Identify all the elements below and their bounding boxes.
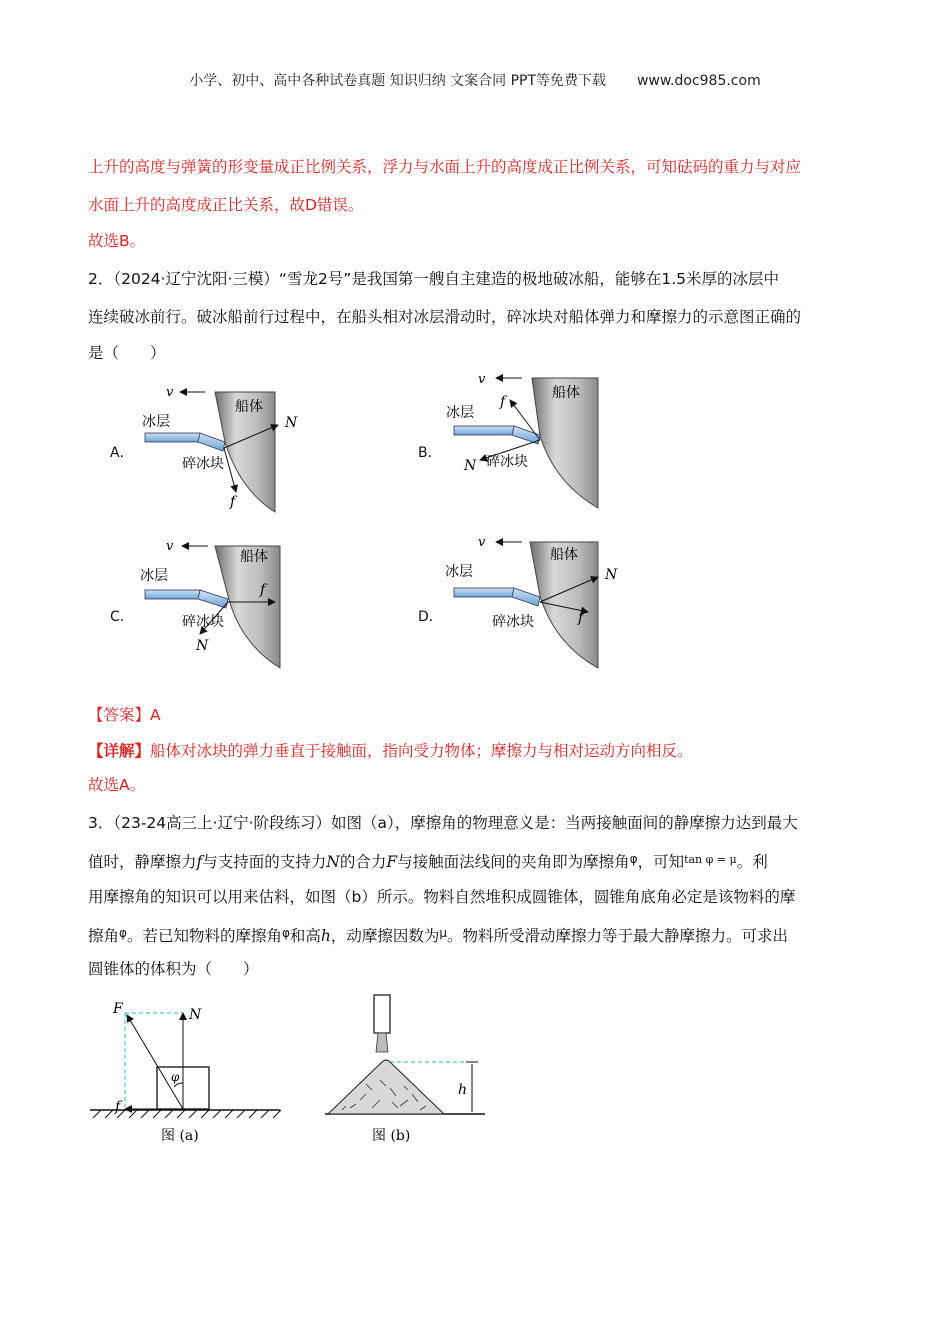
v-label: v [166,385,174,400]
q3-text: 与支持面的支持力 [202,853,327,871]
option-a-label: A． [110,445,134,461]
hull-label: 船体 [550,547,578,563]
figure-b-caption: 图 (b) [372,1128,411,1144]
detail-tag: 【详解】 [88,742,151,760]
ice-layer-label: 冰层 [142,414,170,430]
phi-symbol: φ [119,926,127,940]
ice-layer-shape [145,433,200,442]
N-label: N [605,567,618,583]
f-label: f [115,1099,121,1115]
N-symbol: N [326,853,340,871]
F-symbol: F [386,853,398,871]
q2-detail-line [88,734,878,768]
hull-label: 船体 [235,399,263,415]
option-d-label: D． [418,609,443,625]
ice-layer-label: 冰层 [140,568,168,584]
chute [374,995,390,1033]
broken-ice-label: 碎冰块 [486,454,528,470]
h-label: h [458,1082,468,1098]
figure-b [300,990,500,1150]
diagram-option-d [440,532,630,672]
broken-ice-shape [512,588,540,606]
q2-line2: 连续破冰前行。破冰船前行过程中，在船头相对冰层滑动时，碎冰块对船体弹力和摩擦力的示意图正确的 [88,308,802,326]
f-label: f [578,610,584,626]
N-label: N [464,458,477,474]
hull-label: 船体 [240,549,268,565]
v-label: v [166,539,174,554]
ice-layer-label: 冰层 [445,564,473,580]
q3-text: 。利 [736,853,768,871]
v-label: v [478,372,486,387]
hull-label: 船体 [552,385,580,401]
q3-text: ，可知 [637,853,685,871]
mu-symbol: μ [439,926,448,940]
f-label: f [230,494,236,510]
phi-symbol: φ [281,926,290,940]
N-label: N [196,638,209,654]
figure-a [85,995,290,1150]
falling-stream [376,1033,388,1052]
q1-select: 故选B。 [88,232,146,250]
q3-text: 值时，静摩擦力 [88,853,197,871]
q3-line1: 3．（23-24高三上·辽宁·阶段练习）如图（a），摩擦角的物理意义是：当两接触面间的静摩擦力达到最大 [88,814,798,832]
q1-tail-line1: 上升的高度与弹簧的形变量成正比例关系，浮力与水面上升的高度成正比例关系，可知砝码的重力与对应 [88,158,802,176]
broken-ice-label: 碎冰块 [492,614,534,630]
q2-line3: 是（ ） [88,344,166,362]
q3-line2 [88,842,878,879]
h-symbol: h [320,927,331,945]
q3-text: 和高 [289,927,321,945]
q3-text: 。若已知物料的摩擦角 [126,927,282,945]
material-cone [328,1060,444,1114]
q3-text: 与接触面法线间的夹角即为摩擦角 [397,853,630,871]
F-arrow [127,1015,183,1109]
F-label: F [113,1001,123,1017]
q3-line3: 用摩擦角的知识可以用来估料，如图（b）所示。物料自然堆积成圆锥体，圆锥角底角必定是该物料的摩 [88,888,796,906]
q3-line4 [88,916,878,953]
ice-layer-shape [454,426,514,435]
q2-line1: 2．（2024·辽宁沈阳·三模）“雪龙2号”是我国第一艘自主建造的极地破冰船，能够在1.5米厚的冰层中 [88,270,779,288]
header-site: www.doc985.com [636,73,761,89]
q3-text: 擦角 [88,927,120,945]
ice-layer-label: 冰层 [446,405,474,421]
figure-a-caption: 图 (a) [161,1128,199,1144]
q2-answer: 【答案】A [88,706,161,724]
q3-text: ，动摩擦因数为 [330,927,440,945]
q1-tail-line2: 水面上升的高度成正比关系，故D错误。 [88,196,364,214]
ice-layer-shape [145,590,200,599]
tan-equation: tan φ = μ [684,853,737,866]
ground-hatch [93,1110,281,1118]
option-b-label: B． [418,445,442,461]
page-header [0,70,950,90]
phi-symbol: φ [629,852,638,866]
broken-ice-label: 碎冰块 [182,614,224,630]
phi-label: φ [171,1070,180,1084]
broken-ice-label: 碎冰块 [182,456,224,472]
diagram-option-b [440,368,610,513]
N-label: N [285,415,298,431]
diagram-option-c [140,538,300,673]
ice-layer-shape [454,588,514,597]
q3-text: 的合力 [339,853,387,871]
f-label: f [500,394,506,410]
broken-ice-shape [198,590,228,608]
q3-text: 。物料所受滑动摩擦力等于最大静摩擦力。可求出 [447,927,789,945]
option-c-label: C． [110,609,134,625]
v-label: v [478,535,486,550]
N-label: N [189,1007,202,1023]
f-label: f [260,582,266,598]
f-symbol: f [196,853,203,871]
broken-ice-shape [198,433,225,451]
q3-line5: 圆锥体的体积为（ ） [88,960,259,978]
header-text: 小学、初中、高中各种试卷真题 知识归纳 文案合同 PPT等免费下载 [189,73,607,89]
diagram-option-a [140,380,310,515]
detail-text: 船体对冰块的弹力垂直于接触面，指向受力物体；摩擦力与相对运动方向相反。 [150,742,693,760]
q2-select: 故选A。 [88,776,146,794]
